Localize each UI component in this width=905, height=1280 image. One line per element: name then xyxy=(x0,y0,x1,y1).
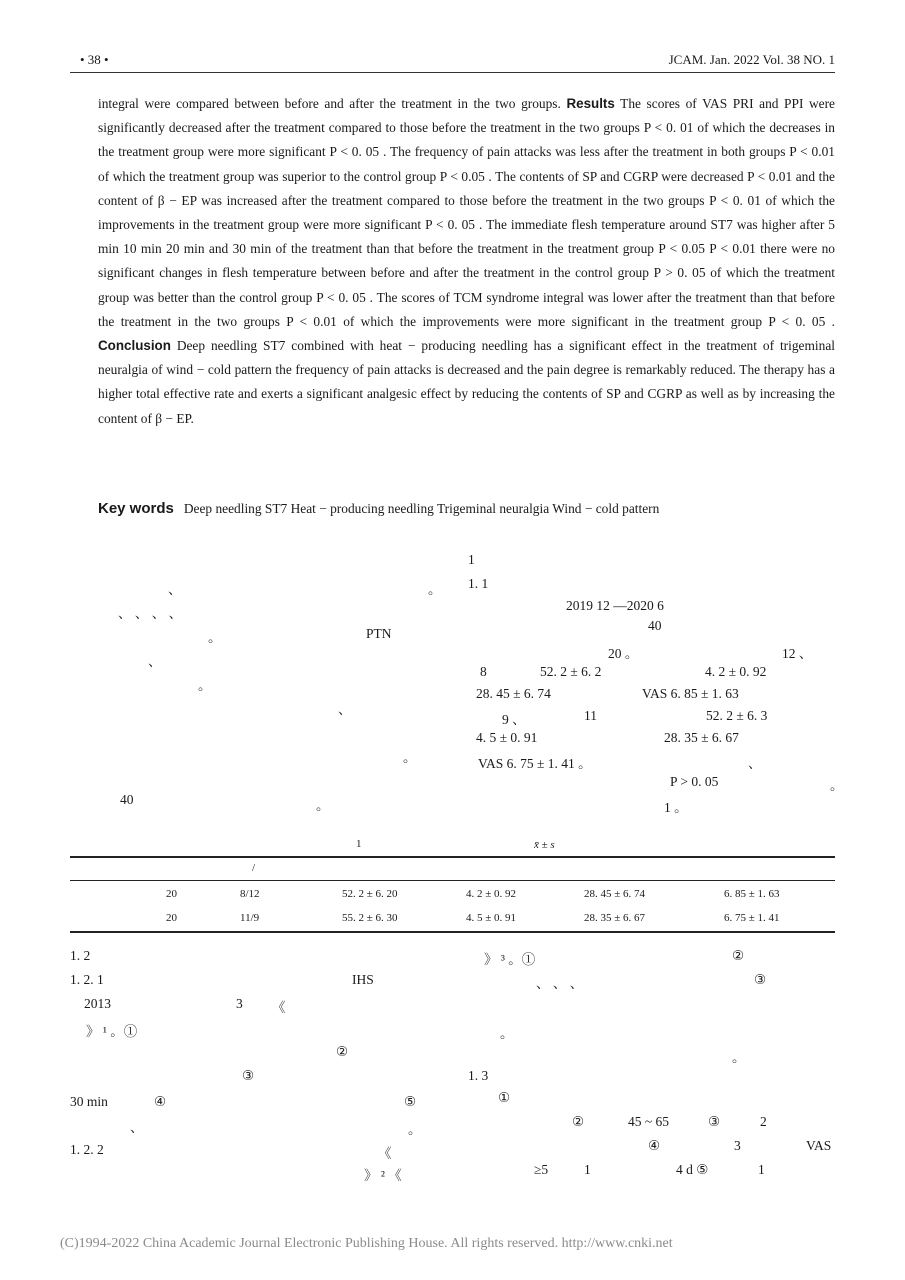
lc-dun1: 、 xyxy=(168,582,182,597)
ll-dun: 、 xyxy=(130,1120,144,1135)
lr-ref3: 》 ³ 。① xyxy=(484,952,536,967)
ll-ref2: 》 ² 《 xyxy=(364,1168,402,1183)
lr-circle-3b: ③ xyxy=(708,1114,721,1129)
table-caption-number: 1 xyxy=(356,838,362,850)
rc-pri2: 28. 35 ± 6. 67 xyxy=(664,730,739,745)
lc-dot5: 。 xyxy=(316,798,330,813)
page-number: • 38 • xyxy=(80,52,109,67)
table-cell: 4. 2 ± 0. 92 xyxy=(466,888,517,900)
ll-three: 3 xyxy=(236,996,243,1011)
table-cell: 8/12 xyxy=(240,888,260,900)
lc-forty: 40 xyxy=(120,792,134,807)
rc-dun: 、 xyxy=(748,756,762,771)
ll-lquote: 《 xyxy=(272,1000,286,1015)
lr-dot1: 。 xyxy=(500,1026,514,1041)
lc-ptn: PTN xyxy=(366,626,392,641)
rc-dates: 2019 12 —2020 6 xyxy=(566,598,664,613)
rc-1: 1 。 xyxy=(664,800,688,815)
abstract-body xyxy=(98,92,835,431)
lc-dun3: 、 xyxy=(338,702,352,717)
lr-four-d: 4 d ⑤ xyxy=(676,1162,709,1177)
rc-pri1: 28. 45 ± 6. 74 xyxy=(476,686,551,701)
table-cell: 52. 2 ± 6. 20 xyxy=(342,888,398,900)
rc-vas2: VAS 6. 75 ± 1. 41 。 xyxy=(478,756,592,771)
table-top-rule xyxy=(70,856,835,858)
lc-dot4: 。 xyxy=(403,750,417,765)
rc-forty: 40 xyxy=(648,618,662,633)
keywords xyxy=(98,500,659,517)
rc-age1: 52. 2 ± 6. 2 xyxy=(540,664,602,679)
abstract-text-1: integral were compared between before and after the treatment in the two groups. xyxy=(98,96,567,111)
conclusion-label: Conclusion xyxy=(98,338,171,354)
table-cell: 20 xyxy=(166,912,177,924)
table-cell: 55. 2 ± 6. 30 xyxy=(342,912,398,924)
lr-circle-4: ④ xyxy=(648,1138,661,1153)
keywords-label: Key words xyxy=(98,500,174,517)
lr-vas: VAS xyxy=(806,1138,832,1153)
table-header-rule xyxy=(70,880,835,881)
lr-range: 45 ~ 65 xyxy=(628,1114,670,1129)
table-cell: 11/9 xyxy=(240,912,260,924)
ll-lquote2: 《 xyxy=(378,1146,392,1161)
lr-one-b: 1 xyxy=(758,1162,765,1177)
abstract-text-2: The scores of VAS PRI and PPI were significantly decreased after the treatment compared to those before the treatment in the two groups P < 0. 01 of which the decreases in the treatment group were more significant P < 0. 05 . The frequency of pain attacks was less after the treatment in both groups P < 0.01 of which the treatment group was superior to the control group P < 0.05 . The contents of SP and CGRP were decreased P < 0.01 and the content of β − EP was increased after the treatment compared to those before the treatment in the two groups P < 0. 01 of which the improvements in the treatment group were more significant P < 0. 05 . The immediate flesh temperature around ST7 was higher after 5 min 10 min 20 min and 30 min of the treatment than that before the treatment in the treatment group P < 0.05 P < 0.01 there were no significant changes in flesh temperature between before and after the treatment in the control group P > 0. 05 of which the treatment group was better than the control group P < 0. 05 . The scores of TCM syndrome integral was lower after the treatment than that before the treatment in the two groups P < 0.01 of which the improvements were more significant in the treatment group P < 0. 05 . xyxy=(98,96,835,329)
table-cell: 20 xyxy=(166,888,177,900)
rc-p: P > 0. 05 xyxy=(670,774,719,789)
table-cell: 6. 75 ± 1. 41 xyxy=(724,912,780,924)
lc-dun-row: 、 、 、 、 xyxy=(118,606,183,621)
table-caption-stat: x̄ ± s xyxy=(534,839,555,851)
lr-one: 1 xyxy=(584,1162,591,1177)
lr-three: 3 xyxy=(734,1138,741,1153)
section-1-1: 1. 1 xyxy=(468,576,489,591)
rc-dur2: 4. 5 ± 0. 91 xyxy=(476,730,538,745)
lr-two: 2 xyxy=(760,1114,767,1129)
section-1-2-2: 1. 2. 2 xyxy=(70,1142,104,1157)
ll-circle-3: ③ xyxy=(242,1068,255,1083)
table-header-slash: / xyxy=(252,862,256,874)
ll-circle-2: ② xyxy=(336,1044,349,1059)
section-1-2: 1. 2 xyxy=(70,948,91,963)
lr-circle-2b: ② xyxy=(572,1114,585,1129)
lr-dot2: 。 xyxy=(732,1050,746,1065)
rc-8: 8 xyxy=(480,664,487,679)
ll-circle-4: ④ xyxy=(154,1094,167,1109)
ll-ihs: IHS xyxy=(352,972,374,987)
lc-dot3: 。 xyxy=(198,678,212,693)
ll-dot: 。 xyxy=(408,1122,422,1137)
rc-9: 9 、 xyxy=(502,712,526,727)
ll-circle-5: ⑤ xyxy=(404,1094,417,1109)
section-1-3: 1. 3 xyxy=(468,1068,489,1083)
ll-30min: 30 min xyxy=(70,1094,108,1109)
lr-ge5: ≥5 xyxy=(534,1162,549,1177)
rc-age2: 52. 2 ± 6. 3 xyxy=(706,708,768,723)
results-label: Results xyxy=(566,96,615,111)
table-cell: 28. 35 ± 6. 67 xyxy=(584,912,646,924)
table-cell: 4. 5 ± 0. 91 xyxy=(466,912,517,924)
lr-circle-1: ① xyxy=(498,1090,511,1105)
rc-twenty: 20 。 xyxy=(608,646,639,661)
journal-header: JCAM. Jan. 2022 Vol. 38 NO. 1 xyxy=(668,52,835,67)
rc-dot: 。 xyxy=(830,778,844,793)
rc-vas1: VAS 6. 85 ± 1. 63 xyxy=(642,686,739,701)
lc-dot2: 。 xyxy=(208,630,222,645)
lc-dun2: 、 xyxy=(148,654,162,669)
header-rule xyxy=(70,72,835,73)
rc-dur1: 4. 2 ± 0. 92 xyxy=(705,664,767,679)
lr-circle-3: ③ xyxy=(754,972,767,987)
ll-ref1: 》 ¹ 。① xyxy=(86,1024,138,1039)
copyright-footer: (C)1994-2022 China Academic Journal Electronic Publishing House. All rights reserved. http://www.cnki.net xyxy=(60,1236,673,1251)
keywords-text: Deep needling ST7 Heat − producing needling Trigeminal neuralgia Wind − cold pattern xyxy=(183,501,660,516)
section-1-2-1: 1. 2. 1 xyxy=(70,972,104,987)
table-cell: 6. 85 ± 1. 63 xyxy=(724,888,780,900)
section-1: 1 xyxy=(468,552,475,567)
ll-2013: 2013 xyxy=(84,996,111,1011)
abstract-text-3: Deep needling ST7 combined with heat − producing needling has a significant effect in the treatment of trigeminal neuralgia of wind − cold pattern the frequency of pain attacks is decreased and the pain degree is remarkably reduced. The therapy has a higher total effective rate and exerts a significant analgesic effect by reducing the contents of SP and CGRP as well as by increasing the content of β − EP. xyxy=(98,338,835,426)
lr-circle-2: ② xyxy=(732,948,745,963)
table-bottom-rule xyxy=(70,931,835,933)
rc-11: 11 xyxy=(584,708,597,723)
rc-twelve: 12 、 xyxy=(782,646,813,661)
lc-dot1: 。 xyxy=(428,582,442,597)
lr-dun3: 、 、 、 xyxy=(536,976,584,991)
table-cell: 28. 45 ± 6. 74 xyxy=(584,888,646,900)
